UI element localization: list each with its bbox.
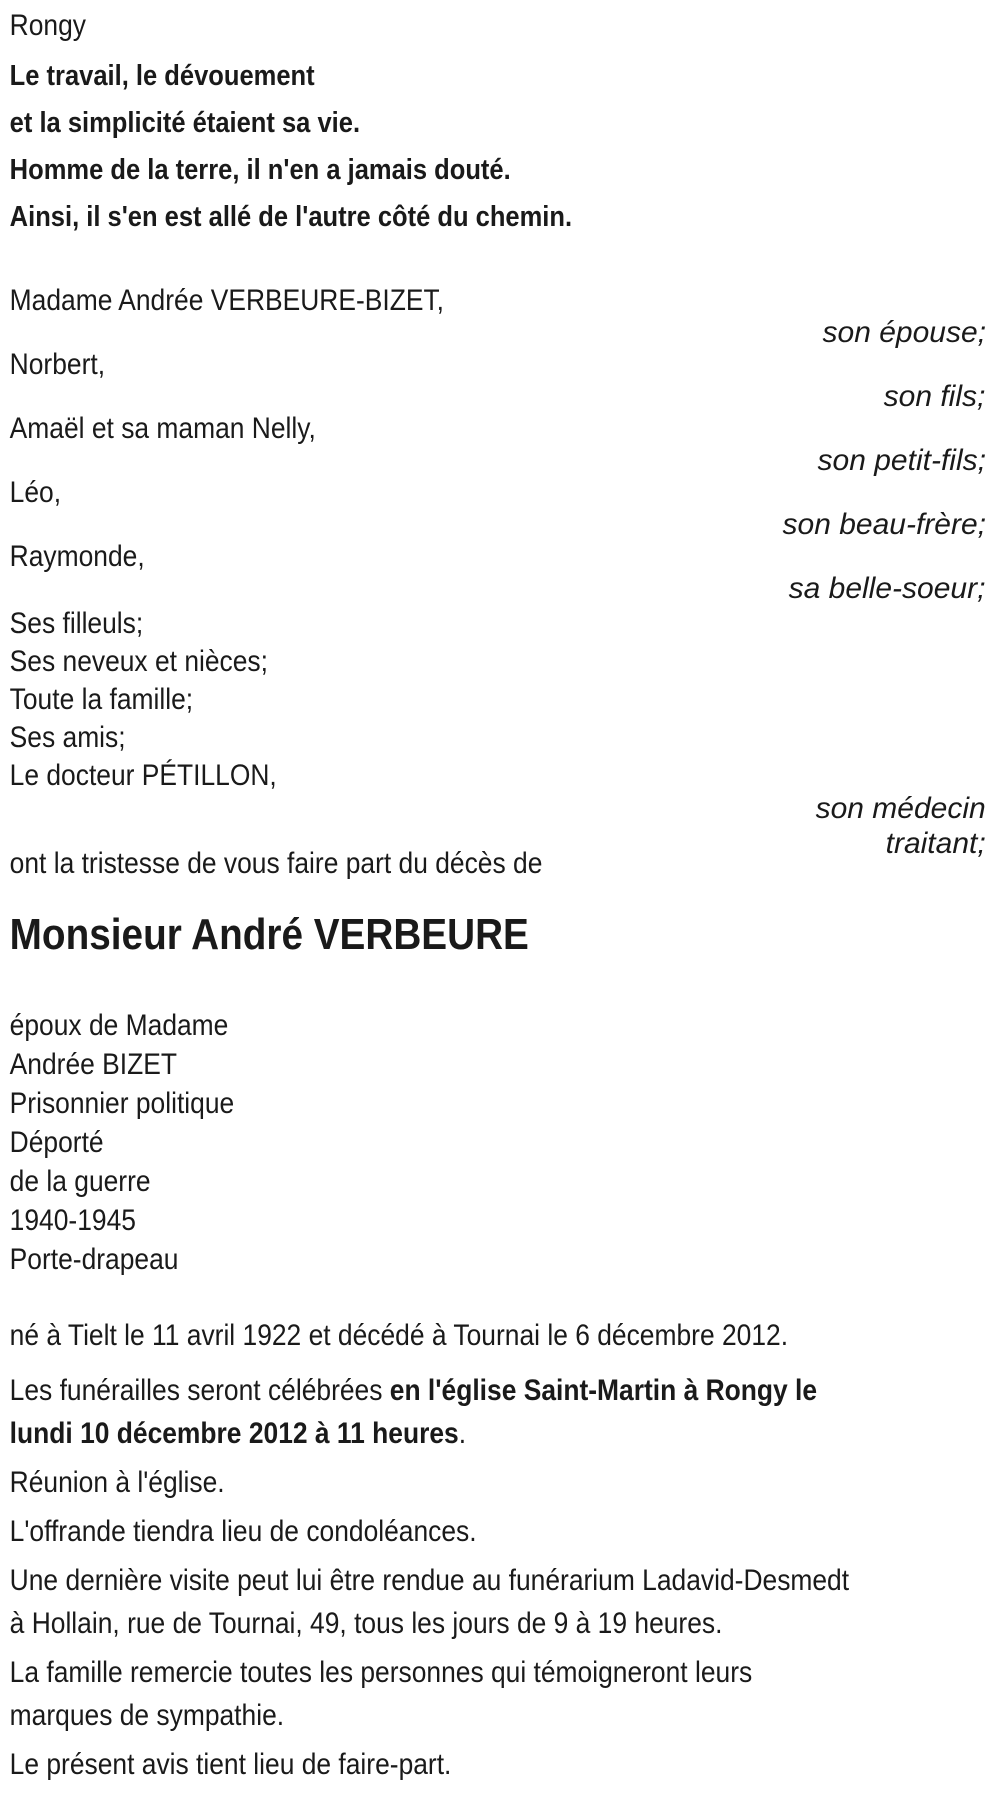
- last-visit-line2: à Hollain, rue de Tournai, 49, tous les jours de 9 à 19 heures.: [9, 1607, 723, 1640]
- epitaph-line: Ainsi, il s'en est allé de l'autre côté du chemin.: [9, 201, 573, 233]
- deceased-name-title: Monsieur André VERBEURE: [9, 910, 529, 959]
- announcement-line: ont la tristesse de vous faire part du décès de: [9, 847, 543, 880]
- mourner-name: Raymonde,: [9, 540, 145, 573]
- mourner-name: Madame Andrée VERBEURE-BIZET,: [9, 284, 444, 317]
- thanks-line2: marques de sympathie.: [9, 1699, 285, 1732]
- place-name: Rongy: [9, 9, 86, 42]
- mourner-relation: [10, 573, 986, 605]
- last-visit-line1: Une dernière visite peut lui être rendue au funérarium Ladavid-Desmedt: [9, 1564, 850, 1597]
- deceased-attribute: Porte-drapeau: [9, 1243, 179, 1276]
- reunion-line: Réunion à l'église.: [9, 1466, 225, 1499]
- doctor-relation-text: [815, 791, 985, 861]
- mourner-name: Norbert,: [9, 348, 106, 381]
- mourner-row: [10, 285, 986, 349]
- deceased-attribute: 1940-1945: [9, 1204, 136, 1237]
- mourner-name: Amaël et sa maman Nelly,: [9, 412, 316, 445]
- life-dates-line: né à Tielt le 11 avril 1922 et décédé à Tournai le 6 décembre 2012.: [9, 1319, 789, 1352]
- mourner-simple: Toute la famille;: [9, 683, 194, 716]
- mourner-relation: [10, 381, 986, 413]
- epitaph-line: Homme de la terre, il n'en a jamais douté.: [9, 154, 511, 186]
- faire-part-line: Le présent avis tient lieu de faire-part.: [9, 1748, 452, 1781]
- epitaph-block: [10, 53, 986, 241]
- epitaph-line: Le travail, le dévouement: [9, 60, 315, 92]
- doctor-relation-line2: traitant;: [885, 827, 986, 860]
- doctor-relation-line1: son médecin: [815, 792, 986, 825]
- mourner-relation-text: son petit-fils;: [817, 444, 986, 477]
- mourner-simple: Ses amis;: [9, 721, 126, 754]
- mourner-row: [10, 413, 986, 477]
- deceased-attribute: Déporté: [9, 1126, 104, 1159]
- funeral-text-bold: lundi 10 décembre 2012 à 11 heures: [9, 1417, 459, 1450]
- mourner-name: Léo,: [9, 476, 62, 509]
- offrande-line: L'offrande tiendra lieu de condoléances.: [9, 1515, 477, 1548]
- thanks-line1: La famille remercie toutes les personnes qui témoigneront leurs: [9, 1656, 753, 1689]
- mourner-simple: Ses filleuls;: [9, 607, 144, 640]
- mourner-relation-text: sa belle-soeur;: [788, 572, 986, 605]
- mourner-relation-text: son fils;: [883, 380, 986, 413]
- deceased-attribute: de la guerre: [9, 1165, 151, 1198]
- last-visit-paragraph: [10, 1559, 986, 1645]
- deceased-attribute: époux de Madame: [9, 1009, 229, 1042]
- deceased-attribute: Prisonnier politique: [9, 1087, 235, 1120]
- mourner-relation-text: son épouse;: [822, 316, 986, 349]
- funeral-text-normal: Les funérailles seront célébrées: [9, 1374, 390, 1407]
- deceased-attributes: [10, 1006, 986, 1279]
- funeral-details: [10, 1369, 986, 1455]
- mourner-relation: [10, 509, 986, 541]
- mourner-simple: Ses neveux et nièces;: [9, 645, 268, 678]
- funeral-text-normal: .: [458, 1417, 467, 1450]
- mourner-relation: [10, 445, 986, 477]
- doctor-name: Le docteur PÉTILLON,: [9, 759, 277, 792]
- funeral-text-bold: en l'église Saint-Martin à Rongy le: [389, 1374, 818, 1407]
- mourner-row: [10, 541, 986, 605]
- mourners-list: [10, 285, 986, 861]
- mourner-row: [10, 477, 986, 541]
- thanks-paragraph: [10, 1651, 986, 1737]
- mourner-relation: [10, 317, 986, 349]
- epitaph-line: et la simplicité étaient sa vie.: [9, 107, 361, 139]
- mourner-relation-text: son beau-frère;: [782, 508, 986, 541]
- deceased-attribute: Andrée BIZET: [9, 1048, 177, 1081]
- mourner-row: [10, 349, 986, 413]
